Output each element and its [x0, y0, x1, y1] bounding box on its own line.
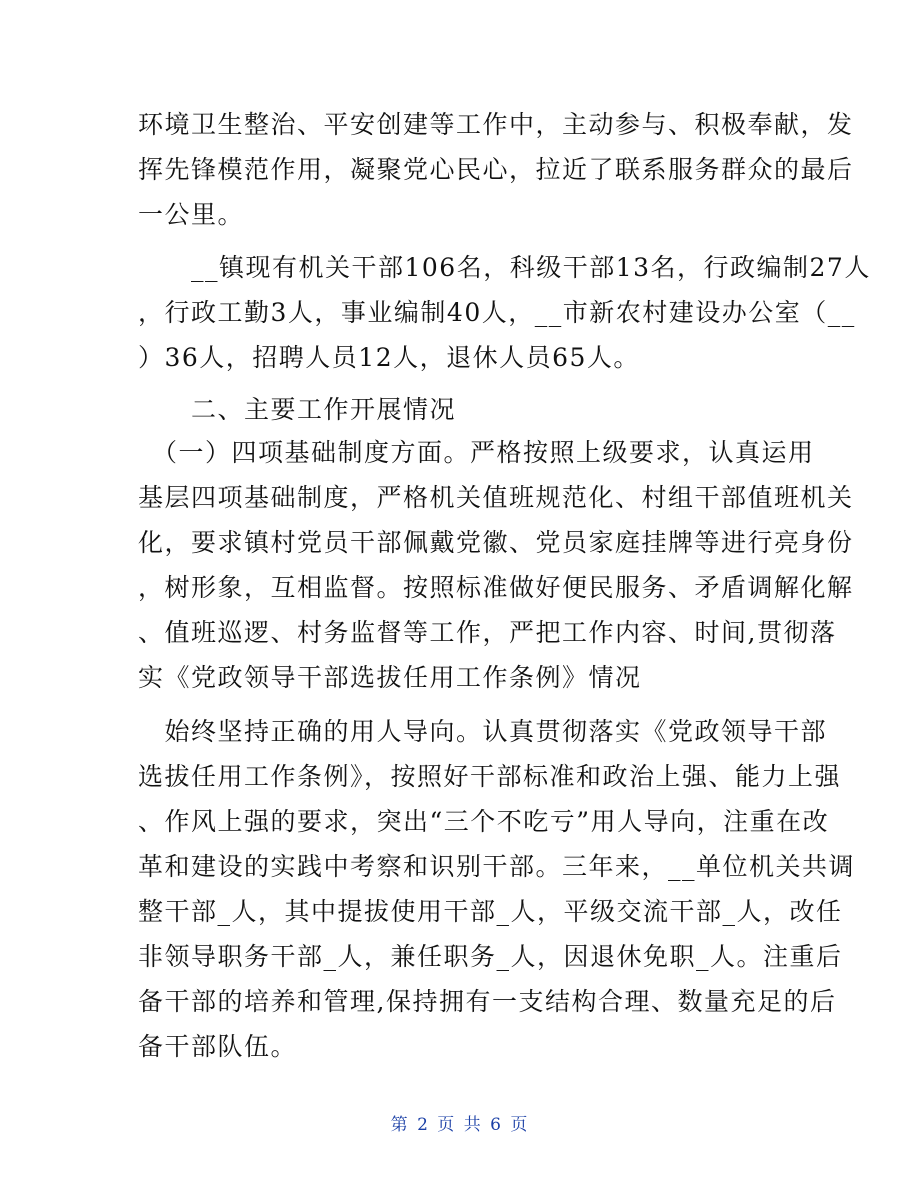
text-line: 化，要求镇村党员干部佩戴党徽、党员家庭挂牌等进行亮身份	[138, 528, 854, 557]
page-number-footer: 第 2 页 共 6 页	[390, 1115, 530, 1135]
text-line: 挥先锋模范作用，凝聚党心民心，拉近了联系服务群众的最后	[138, 155, 854, 184]
text-line: 基层四项基础制度，严格机关值班规范化、村组干部值班机关	[138, 483, 854, 512]
text-line: 备干部队伍。	[138, 1032, 298, 1061]
text-line: ）36人，招聘人员12人，退休人员65人。	[138, 343, 640, 372]
section-heading: 二、主要工作开展情况	[138, 395, 457, 424]
text-line: 备干部的培养和管理,保持拥有一支结构合理、数量充足的后	[138, 987, 837, 1016]
text-line: 、作风上强的要求，突出“三个不吃亏”用人导向，注重在改	[138, 807, 830, 836]
text-line: ，树形象，互相监督。按照标准做好便民服务、矛盾调解化解	[138, 573, 854, 602]
text-line: 始终坚持正确的用人导向。认真贯彻落实《党政领导干部	[138, 717, 828, 746]
text-line: 、值班巡逻、村务监督等工作，严把工作内容、时间,贯彻落	[138, 618, 837, 647]
text-line: 选拔任用工作条例》，按照好干部标准和政治上强、能力上强	[138, 762, 842, 791]
text-line: 一公里。	[138, 200, 245, 229]
text-line: 革和建设的实践中考察和识别干部。三年来，__单位机关共调	[138, 852, 856, 881]
text-line: 环境卫生整治、平安创建等工作中，主动参与、积极奉献，发	[138, 110, 854, 139]
text-line: （一）四项基础制度方面。严格按照上级要求，认真运用	[138, 438, 815, 467]
text-line: 非领导职务干部_人，兼任职务_人，因退休免职_人。注重后	[138, 942, 843, 971]
text-line: 实《党政领导干部选拔任用工作条例》情况	[138, 663, 642, 692]
text-line: 整干部_人，其中提拔使用干部_人，平级交流干部_人，改任	[138, 897, 843, 926]
text-line: __镇现有机关干部106名，科级干部13名，行政编制27人	[138, 253, 871, 282]
text-line: ，行政工勤3人，事业编制40人，__市新农村建设办公室（__	[138, 298, 856, 327]
